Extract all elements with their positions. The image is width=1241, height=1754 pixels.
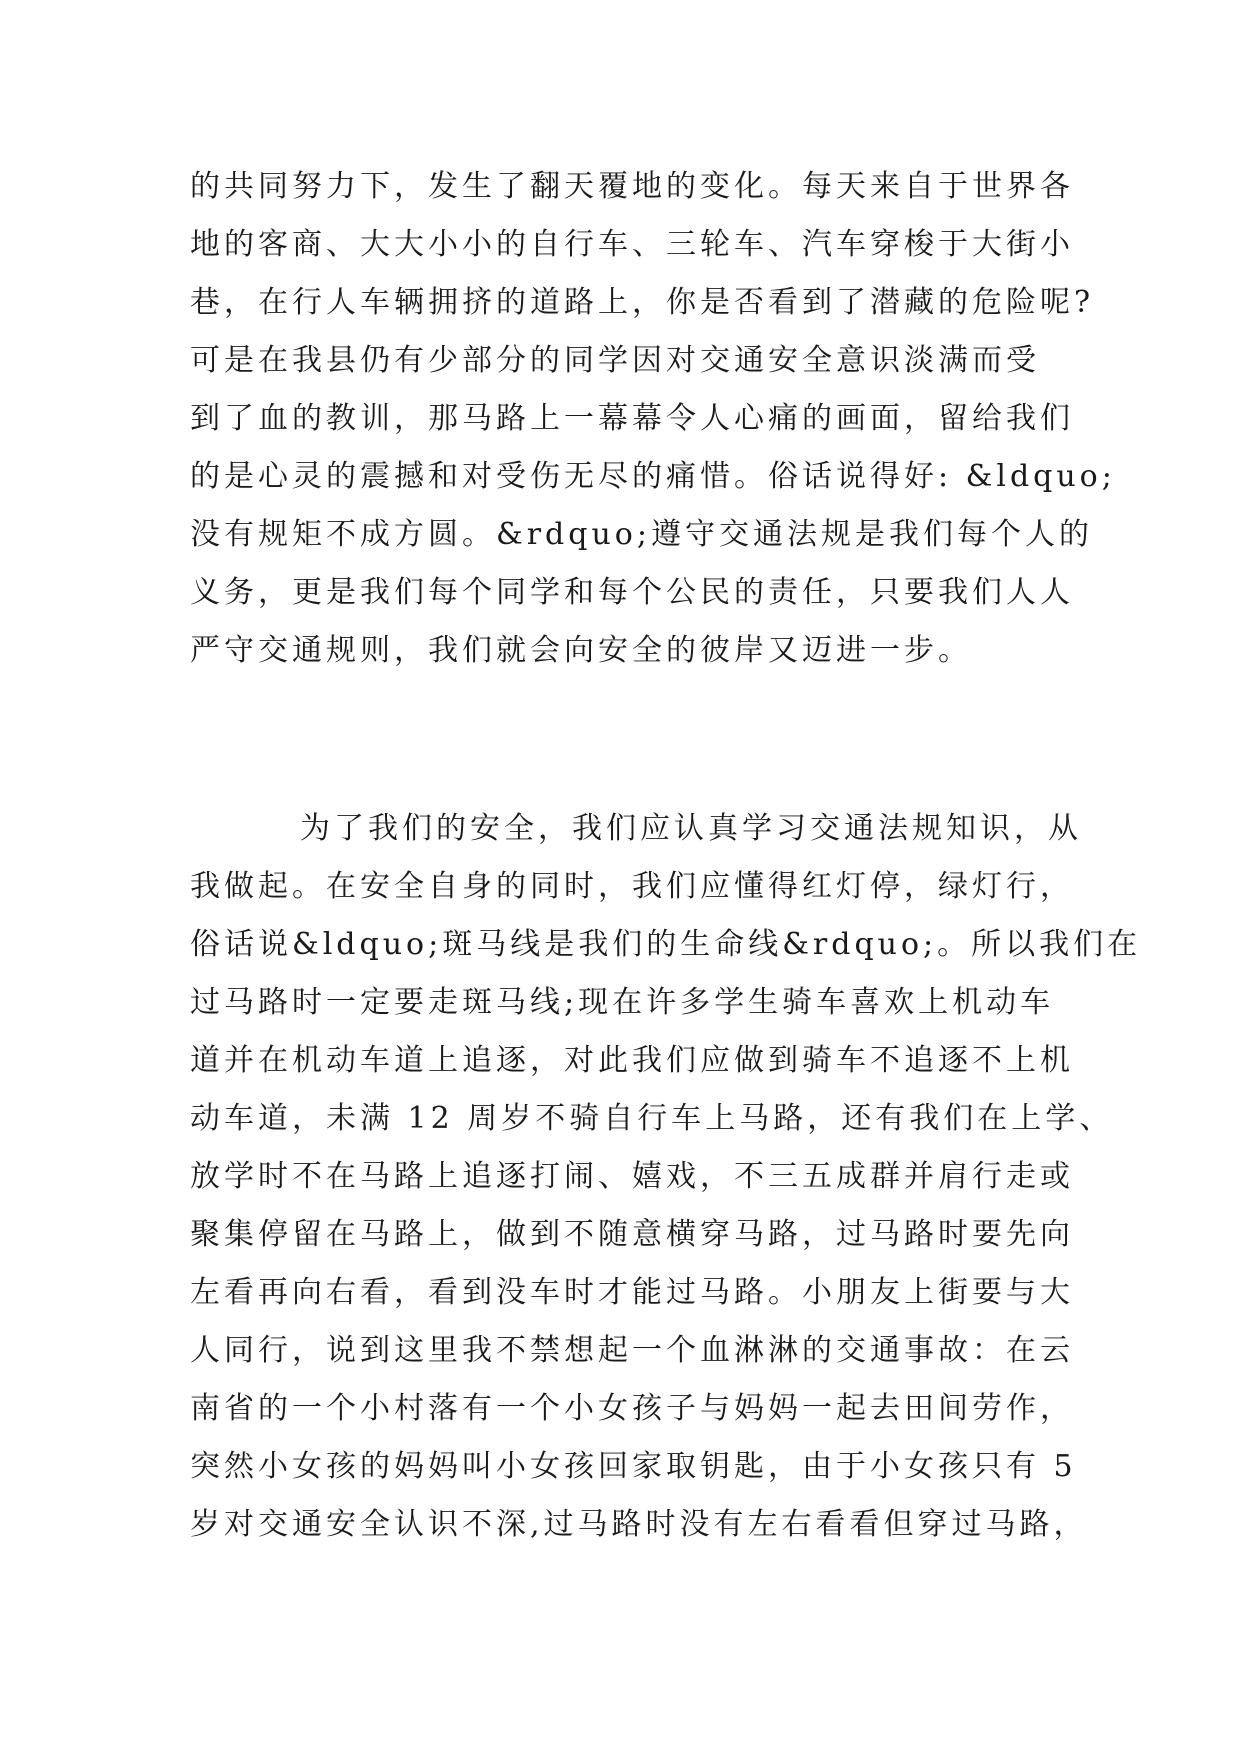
text-line: 岁对交通安全认识不深,过马路时没有左右看看但穿过马路， — [190, 1507, 1088, 1542]
text-line: 道并在机动车道上追逐，对此我们应做到骑车不追逐不上机 — [190, 1043, 1074, 1078]
text-line: 可是在我县仍有少部分的同学因对交通安全意识淡满而受 — [190, 343, 1040, 378]
text-line: 南省的一个小村落有一个小女孩子与妈妈一起去田间劳作， — [190, 1391, 1074, 1426]
text-line: 严守交通规则，我们就会向安全的彼岸又迈进一步。 — [190, 633, 972, 668]
text-line: 没有规矩不成方圆。&rdquo;遵守交通法规是我们每个人的 — [190, 517, 1093, 552]
paragraph-1 — [190, 158, 1116, 680]
text-line: 过马路时一定要走斑马线;现在许多学生骑车喜欢上机动车 — [190, 985, 1055, 1020]
paragraph-2 — [190, 800, 1142, 1554]
text-line: 到了血的教训，那马路上一幕幕令人心痛的画面，留给我们 — [190, 401, 1074, 436]
text-line: 俗话说&ldquo;斑马线是我们的生命线&rdquo;。所以我们在 — [190, 927, 1142, 962]
text-line: 的是心灵的震撼和对受伤无尽的痛惜。俗话说得好: &ldquo; — [190, 459, 1116, 494]
text-line-indented: 为了我们的安全，我们应认真学习交通法规知识，从 — [300, 811, 1082, 846]
text-line: 动车道，未满 12 周岁不骑自行车上马路，还有我们在上学、 — [190, 1101, 1114, 1136]
text-line: 巷，在行人车辆拥挤的道路上，你是否看到了潜藏的危险呢? — [190, 285, 1095, 320]
text-line: 人同行，说到这里我不禁想起一个血淋淋的交通事故：在云 — [190, 1333, 1074, 1368]
text-line: 突然小女孩的妈妈叫小女孩回家取钥匙，由于小女孩只有 5 — [190, 1449, 1077, 1484]
text-line: 地的客商、大大小小的自行车、三轮车、汽车穿梭于大街小 — [190, 227, 1074, 262]
text-line: 我做起。在安全自身的同时，我们应懂得红灯停，绿灯行， — [190, 869, 1074, 904]
text-line: 的共同努力下，发生了翻天覆地的变化。每天来自于世界各 — [190, 169, 1074, 204]
text-line: 义务，更是我们每个同学和每个公民的责任，只要我们人人 — [190, 575, 1074, 610]
text-line: 聚集停留在马路上，做到不随意横穿马路，过马路时要先向 — [190, 1217, 1074, 1252]
text-line: 左看再向右看，看到没车时才能过马路。小朋友上街要与大 — [190, 1275, 1074, 1310]
text-line: 放学时不在马路上追逐打闹、嬉戏，不三五成群并肩行走或 — [190, 1159, 1074, 1194]
